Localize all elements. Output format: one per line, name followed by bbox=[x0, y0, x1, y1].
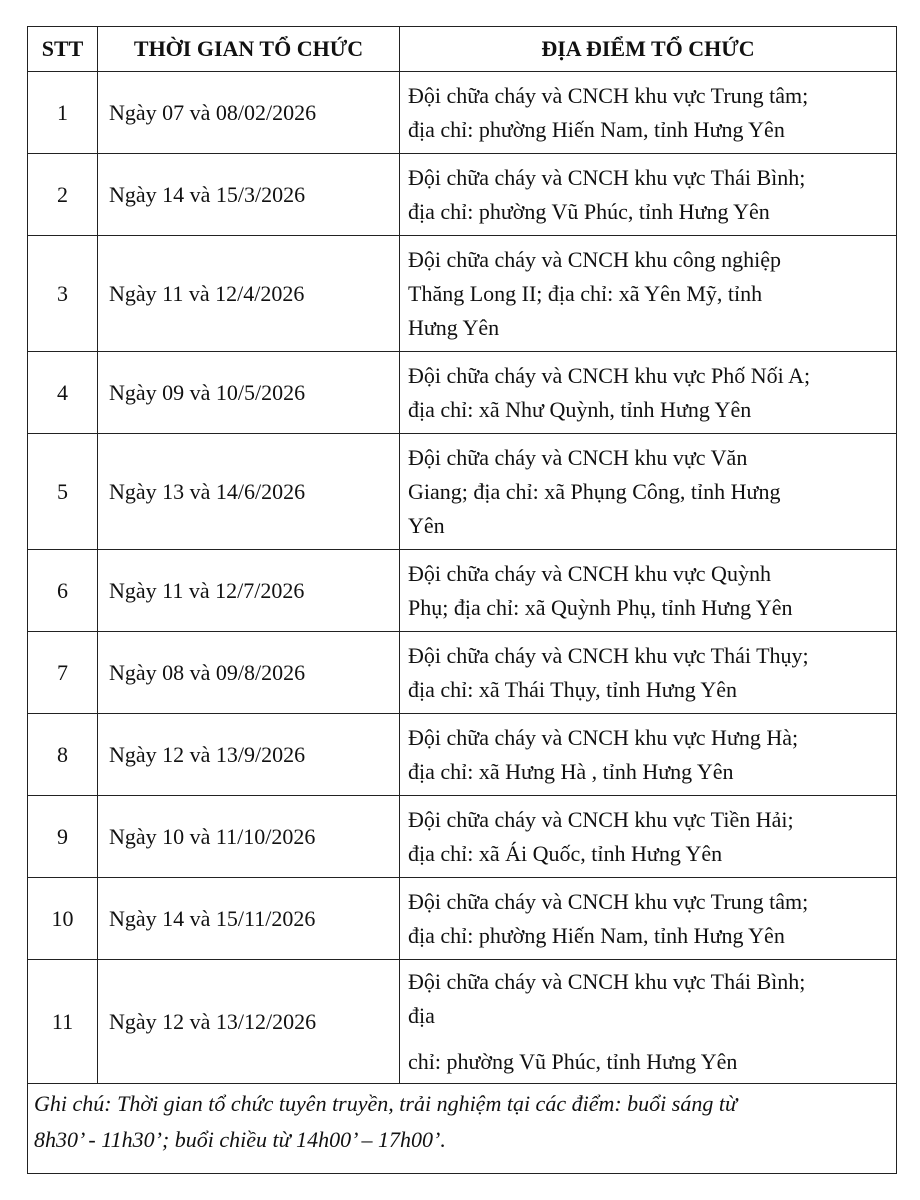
place-line: địa chỉ: xã Thái Thụy, tỉnh Hưng Yên bbox=[408, 676, 738, 702]
row-time: Ngày 11 và 12/4/2026 bbox=[98, 236, 400, 352]
table-row bbox=[28, 236, 897, 352]
header-place: ĐỊA ĐIỂM TỔ CHỨC bbox=[400, 27, 897, 72]
place-line: Đội chữa cháy và CNCH khu vực Trung tâm; bbox=[408, 82, 809, 108]
place-line: Phụ; địa chỉ: xã Quỳnh Phụ, tỉnh Hưng Yên bbox=[408, 594, 793, 620]
row-place bbox=[400, 352, 897, 434]
table-row bbox=[28, 434, 897, 550]
table-row bbox=[28, 714, 897, 796]
table-row bbox=[28, 72, 897, 154]
table-row bbox=[28, 550, 897, 632]
note-row bbox=[28, 1084, 897, 1174]
place-line: Đội chữa cháy và CNCH khu vực Tiền Hải; bbox=[408, 806, 794, 832]
row-place bbox=[400, 714, 897, 796]
row-time: Ngày 12 và 13/12/2026 bbox=[98, 960, 400, 1084]
header-time: THỜI GIAN TỔ CHỨC bbox=[98, 27, 400, 72]
row-stt: 10 bbox=[28, 878, 98, 960]
row-place bbox=[400, 796, 897, 878]
place-line: Hưng Yên bbox=[408, 314, 500, 340]
place-line: Giang; địa chỉ: xã Phụng Công, tỉnh Hưng bbox=[408, 478, 781, 504]
table-row bbox=[28, 154, 897, 236]
row-stt: 3 bbox=[28, 236, 98, 352]
place-line: chỉ: phường Vũ Phúc, tỉnh Hưng Yên bbox=[408, 1048, 738, 1074]
place-line: Đội chữa cháy và CNCH khu vực Trung tâm; bbox=[408, 888, 809, 914]
place-line: địa chỉ: xã Ái Quốc, tỉnh Hưng Yên bbox=[408, 840, 723, 866]
note-line: Ghi chú: Thời gian tổ chức tuyên truyền, trải nghiệm tại các điểm: buổi sáng từ bbox=[34, 1091, 737, 1116]
place-line: Đội chữa cháy và CNCH khu vực Hưng Hà; bbox=[408, 724, 799, 750]
schedule-table bbox=[27, 26, 897, 1174]
note-line: 8h30’ - 11h30’; buổi chiều từ 14h00’ – 17h00’. bbox=[34, 1127, 446, 1152]
schedule-document bbox=[27, 26, 896, 1174]
place-line: địa bbox=[408, 1002, 435, 1028]
row-stt: 9 bbox=[28, 796, 98, 878]
row-place bbox=[400, 878, 897, 960]
row-time: Ngày 07 và 08/02/2026 bbox=[98, 72, 400, 154]
place-line: Thăng Long II; địa chỉ: xã Yên Mỹ, tỉnh bbox=[408, 280, 763, 306]
row-place bbox=[400, 72, 897, 154]
row-time: Ngày 14 và 15/11/2026 bbox=[98, 878, 400, 960]
row-time: Ngày 10 và 11/10/2026 bbox=[98, 796, 400, 878]
row-time: Ngày 11 và 12/7/2026 bbox=[98, 550, 400, 632]
place-line: Đội chữa cháy và CNCH khu vực Thái Thụy; bbox=[408, 642, 809, 668]
row-stt: 4 bbox=[28, 352, 98, 434]
row-place bbox=[400, 550, 897, 632]
row-place bbox=[400, 434, 897, 550]
row-time: Ngày 12 và 13/9/2026 bbox=[98, 714, 400, 796]
place-line: địa chỉ: xã Hưng Hà , tỉnh Hưng Yên bbox=[408, 758, 734, 784]
table-row bbox=[28, 878, 897, 960]
row-time: Ngày 08 và 09/8/2026 bbox=[98, 632, 400, 714]
table-header-row bbox=[28, 27, 897, 72]
place-line: địa chỉ: phường Vũ Phúc, tỉnh Hưng Yên bbox=[408, 198, 770, 224]
row-time: Ngày 13 và 14/6/2026 bbox=[98, 434, 400, 550]
place-line: địa chỉ: xã Như Quỳnh, tỉnh Hưng Yên bbox=[408, 396, 752, 422]
header-stt: STT bbox=[28, 27, 98, 72]
place-line: Yên bbox=[408, 512, 445, 538]
row-place bbox=[400, 960, 897, 1084]
place-line: địa chỉ: phường Hiến Nam, tỉnh Hưng Yên bbox=[408, 922, 785, 948]
place-line: địa chỉ: phường Hiến Nam, tỉnh Hưng Yên bbox=[408, 116, 785, 142]
row-stt: 11 bbox=[28, 960, 98, 1084]
row-place bbox=[400, 154, 897, 236]
place-line: Đội chữa cháy và CNCH khu vực Thái Bình; bbox=[408, 968, 806, 994]
table-row bbox=[28, 352, 897, 434]
row-stt: 1 bbox=[28, 72, 98, 154]
table-row bbox=[28, 632, 897, 714]
note-cell bbox=[28, 1084, 897, 1174]
row-stt: 7 bbox=[28, 632, 98, 714]
row-stt: 8 bbox=[28, 714, 98, 796]
place-line: Đội chữa cháy và CNCH khu vực Phố Nối A; bbox=[408, 362, 811, 388]
place-line: Đội chữa cháy và CNCH khu công nghiệp bbox=[408, 246, 782, 272]
row-place bbox=[400, 236, 897, 352]
row-time: Ngày 09 và 10/5/2026 bbox=[98, 352, 400, 434]
row-stt: 6 bbox=[28, 550, 98, 632]
row-stt: 5 bbox=[28, 434, 98, 550]
table-row bbox=[28, 796, 897, 878]
row-time: Ngày 14 và 15/3/2026 bbox=[98, 154, 400, 236]
place-line: Đội chữa cháy và CNCH khu vực Thái Bình; bbox=[408, 164, 806, 190]
place-line: Đội chữa cháy và CNCH khu vực Quỳnh bbox=[408, 560, 771, 586]
place-line: Đội chữa cháy và CNCH khu vực Văn bbox=[408, 444, 748, 470]
row-stt: 2 bbox=[28, 154, 98, 236]
row-place bbox=[400, 632, 897, 714]
table-row bbox=[28, 960, 897, 1084]
